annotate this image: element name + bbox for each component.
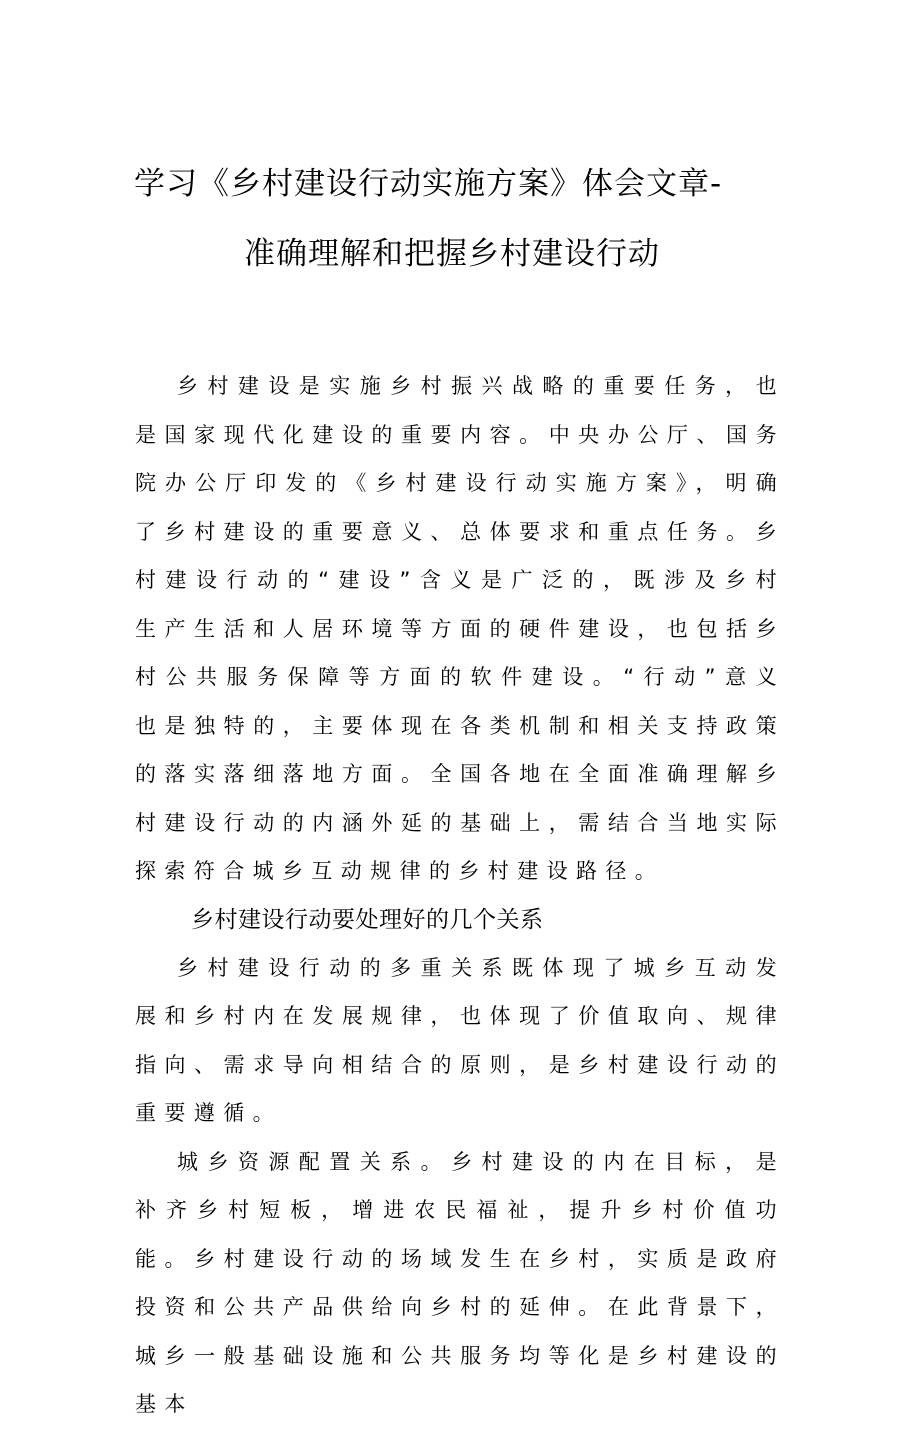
intro-paragraph: 乡村建设是实施乡村振兴战略的重要任务，也是国家现代化建设的重要内容。中央办公厅、国务院办公厅印发的《乡村建设行动实施方案》，明确了乡村建设的重要意义、总体要求和重点任务。乡村建设行动的“建设”含义是广泛的，既涉及乡村生产生活和人居环境等方面的硬件建设，也包括乡村公共服务保障等方面的软件建设。“行动”意义也是独特的，主要体现在各类机制和相关支持政策的落实落细落地方面。全国各地在全面准确理解乡村建设行动的内涵外延的基础上，需结合当地实际探索符合城乡互动规律的乡村建设路径。 xyxy=(135,374,785,883)
section-paragraph-2: 城乡资源配置关系。乡村建设的内在目标，是补齐乡村短板，增进农民福祉，提升乡村价值功能。乡村建设行动的场域发生在乡村，实质是政府投资和公共产品供给向乡村的延伸。在此背景下，城乡一般基础设施和公共服务均等化是乡村建设的基本 xyxy=(135,1149,785,1416)
section-heading: 乡村建设行动要处理好的几个关系 xyxy=(191,906,544,933)
section-paragraph-1: 乡村建设行动的多重关系既体现了城乡互动发展和乡村内在发展规律，也体现了价值取向、规律指向、需求导向相结合的原则，是乡村建设行动的重要遵循。 xyxy=(135,955,785,1125)
document-body xyxy=(135,362,785,1429)
title-line-2: 准确理解和把握乡村建设行动 xyxy=(244,236,660,272)
title-line-1: 学习《乡村建设行动实施方案》体会文章- xyxy=(134,166,723,202)
